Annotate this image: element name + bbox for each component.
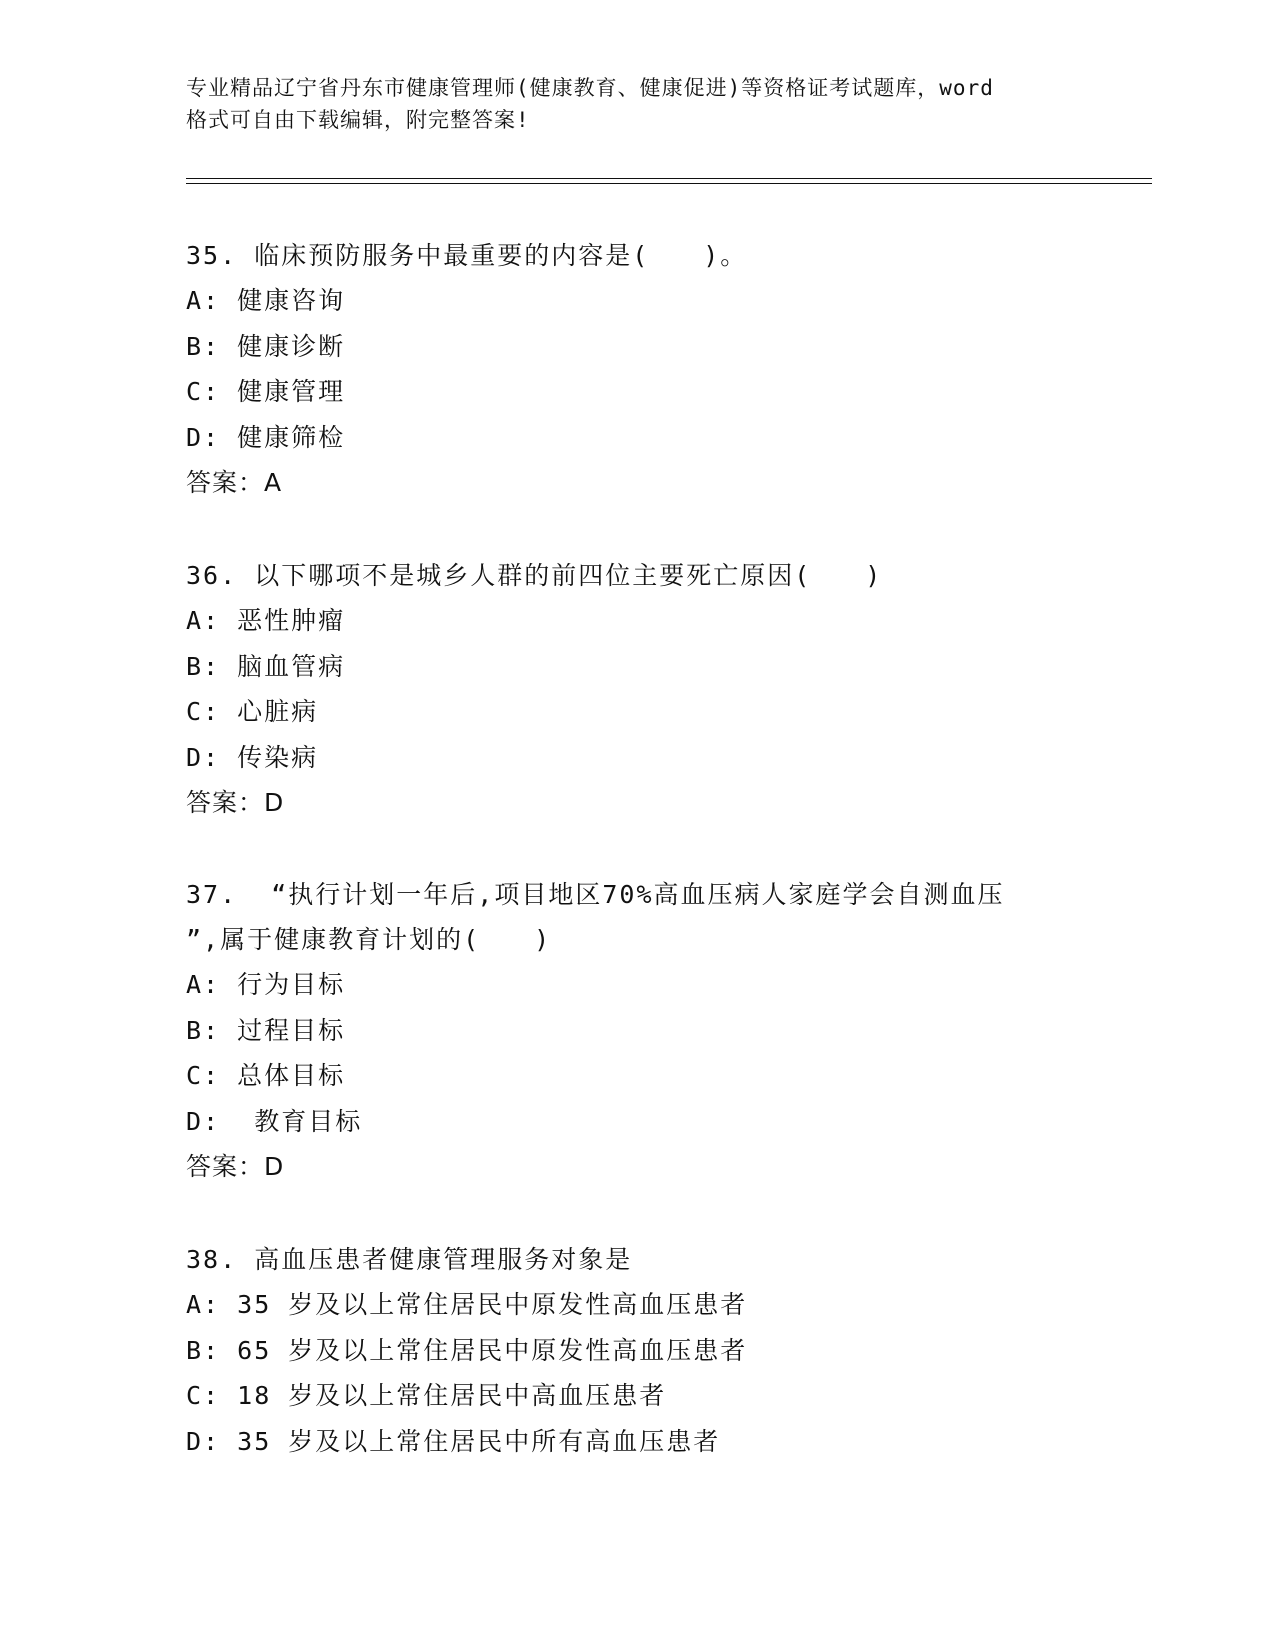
document-header [186,72,1086,136]
option-c: C: 18 岁及以上常住居民中高血压患者 [186,1381,667,1411]
option-d: D: 传染病 [186,742,319,772]
question-35 [186,233,1106,505]
option-b: B: 脑血管病 [186,651,346,681]
header-divider-top [186,178,1152,179]
option-c: C: 健康管理 [186,377,346,407]
option-d: D: 35 岁及以上常住居民中所有高血压患者 [186,1426,721,1456]
question-stem-line-1: 37. “执行计划一年后,项目地区70%高血压病人家庭学会自测血压 [186,880,1005,909]
option-a: A: 恶性肿瘤 [186,606,346,635]
question-stem: 36. 以下哪项不是城乡人群的前四位主要死亡原因( ) [186,561,883,590]
question-stem: 35. 临床预防服务中最重要的内容是( )。 [186,241,748,270]
answer-line: 答案：D [186,788,285,818]
answer-line: 答案：A [186,468,283,498]
option-c: C: 总体目标 [186,1061,346,1091]
option-b: B: 健康诊断 [186,331,346,361]
option-a: A: 35 岁及以上常住居民中原发性高血压患者 [186,1290,748,1319]
question-37 [186,872,1106,1189]
option-a: A: 行为目标 [186,970,346,999]
option-b: B: 65 岁及以上常住居民中原发性高血压患者 [186,1335,748,1365]
question-38 [186,1237,1106,1464]
header-line-2: 格式可自由下载编辑，附完整答案! [186,108,530,132]
option-c: C: 心脏病 [186,697,319,727]
header-line-1: 专业精品辽宁省丹东市健康管理师(健康教育、健康促进)等资格证考试题库，word [186,76,994,100]
option-d: D: 教育目标 [186,1106,363,1136]
question-stem: 38. 高血压患者健康管理服务对象是 [186,1245,633,1274]
option-b: B: 过程目标 [186,1015,346,1045]
question-stem-line-2: ”,属于健康教育计划的( ) [186,925,552,954]
option-a: A: 健康咨询 [186,286,346,315]
question-36 [186,553,1106,825]
option-d: D: 健康筛检 [186,422,346,452]
header-divider-bottom [186,183,1152,184]
answer-line: 答案：D [186,1152,285,1182]
